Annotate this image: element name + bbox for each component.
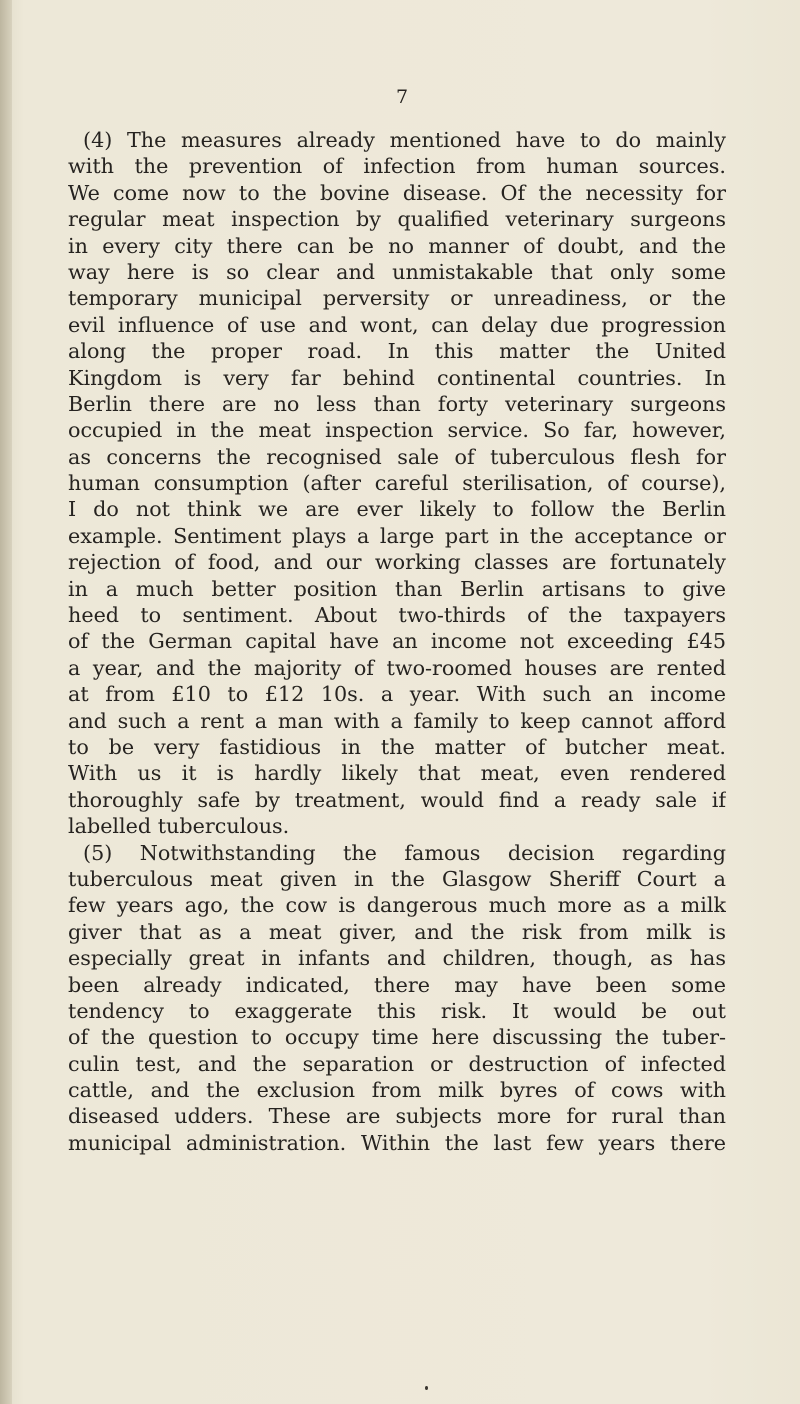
text-line: cattle, and the exclusion from milk byres of cows with xyxy=(68,1078,726,1103)
text-line: especially great in infants and children, though, as has xyxy=(68,946,726,971)
text-line: giver that as a meat giver, and the risk from milk is xyxy=(68,919,726,944)
text-line: thoroughly safe by treatment, would find a ready sale if xyxy=(68,787,726,812)
text-line: few years ago, the cow is dangerous much more as a milk xyxy=(68,893,726,918)
text-line: in a much better position than Berlin artisans to give xyxy=(68,576,726,601)
text-line: tuberculous meat given in the Glasgow Sheriff Court a xyxy=(68,866,726,891)
text-line: (4) The measures already mentioned have to do mainly xyxy=(83,128,726,152)
text-line: regular meat inspection by qualified veterinary surgeons xyxy=(68,207,726,232)
text-line: Berlin there are no less than forty veterinary surgeons xyxy=(68,391,726,416)
text-line: to be very fastidious in the matter of butcher meat. xyxy=(68,734,726,759)
text-line: labelled tuberculous. xyxy=(68,814,290,839)
text-line: evil influence of use and wont, can delay due progression xyxy=(68,312,726,337)
text-line: (5) Notwithstanding the famous decision regarding xyxy=(83,840,726,865)
page-number: 7 xyxy=(395,86,409,108)
text-line: Kingdom is very far behind continental countries. In xyxy=(68,365,726,390)
text-line: culin test, and the separation or destruction of infected xyxy=(68,1051,726,1076)
text-line: of the question to occupy time here discussing the tuber- xyxy=(68,1025,726,1050)
text-line: at from £10 to £12 10s. a year. With such an income xyxy=(68,682,726,707)
text-line: as concerns the recognised sale of tuberculous flesh for xyxy=(68,444,726,469)
text-line: and such a rent a man with a family to keep cannot afford xyxy=(68,708,726,733)
body-text xyxy=(68,127,726,1156)
text-line: way here is so clear and unmistakable that only some xyxy=(68,259,726,284)
text-line: rejection of food, and our working classes are fortunately xyxy=(68,550,726,575)
text-line: heed to sentiment. About two-thirds of the taxpayers xyxy=(68,603,726,628)
text-line: temporary municipal perversity or unreadiness, or the xyxy=(68,286,726,311)
text-line: in every city there can be no manner of doubt, and the xyxy=(68,233,726,258)
text-line: municipal administration. Within the last few years there xyxy=(68,1130,726,1155)
ink-speck xyxy=(425,1386,428,1390)
text-line: occupied in the meat inspection service. So far, however, xyxy=(68,418,726,443)
text-line: diseased udders. These are subjects more for rural than xyxy=(68,1104,726,1129)
text-line: with the prevention of infection from human sources. xyxy=(68,154,726,179)
text-line: along the proper road. In this matter the United xyxy=(68,339,726,364)
text-line: I do not think we are ever likely to follow the Berlin xyxy=(68,497,726,522)
text-line: example. Sentiment plays a large part in the acceptance or xyxy=(68,523,726,548)
text-line: tendency to exaggerate this risk. It would be out xyxy=(68,998,726,1023)
text-line: of the German capital have an income not exceeding £45 xyxy=(68,629,726,654)
text-line: We come now to the bovine disease. Of the necessity for xyxy=(68,180,726,205)
text-line: been already indicated, there may have been some xyxy=(68,972,726,997)
text-line: a year, and the majority of two-roomed houses are rented xyxy=(68,655,726,680)
text-line: With us it is hardly likely that meat, even rendered xyxy=(68,761,726,786)
page-binding-edge xyxy=(0,0,12,1404)
text-line: human consumption (after careful sterilisation, of course), xyxy=(68,471,726,496)
